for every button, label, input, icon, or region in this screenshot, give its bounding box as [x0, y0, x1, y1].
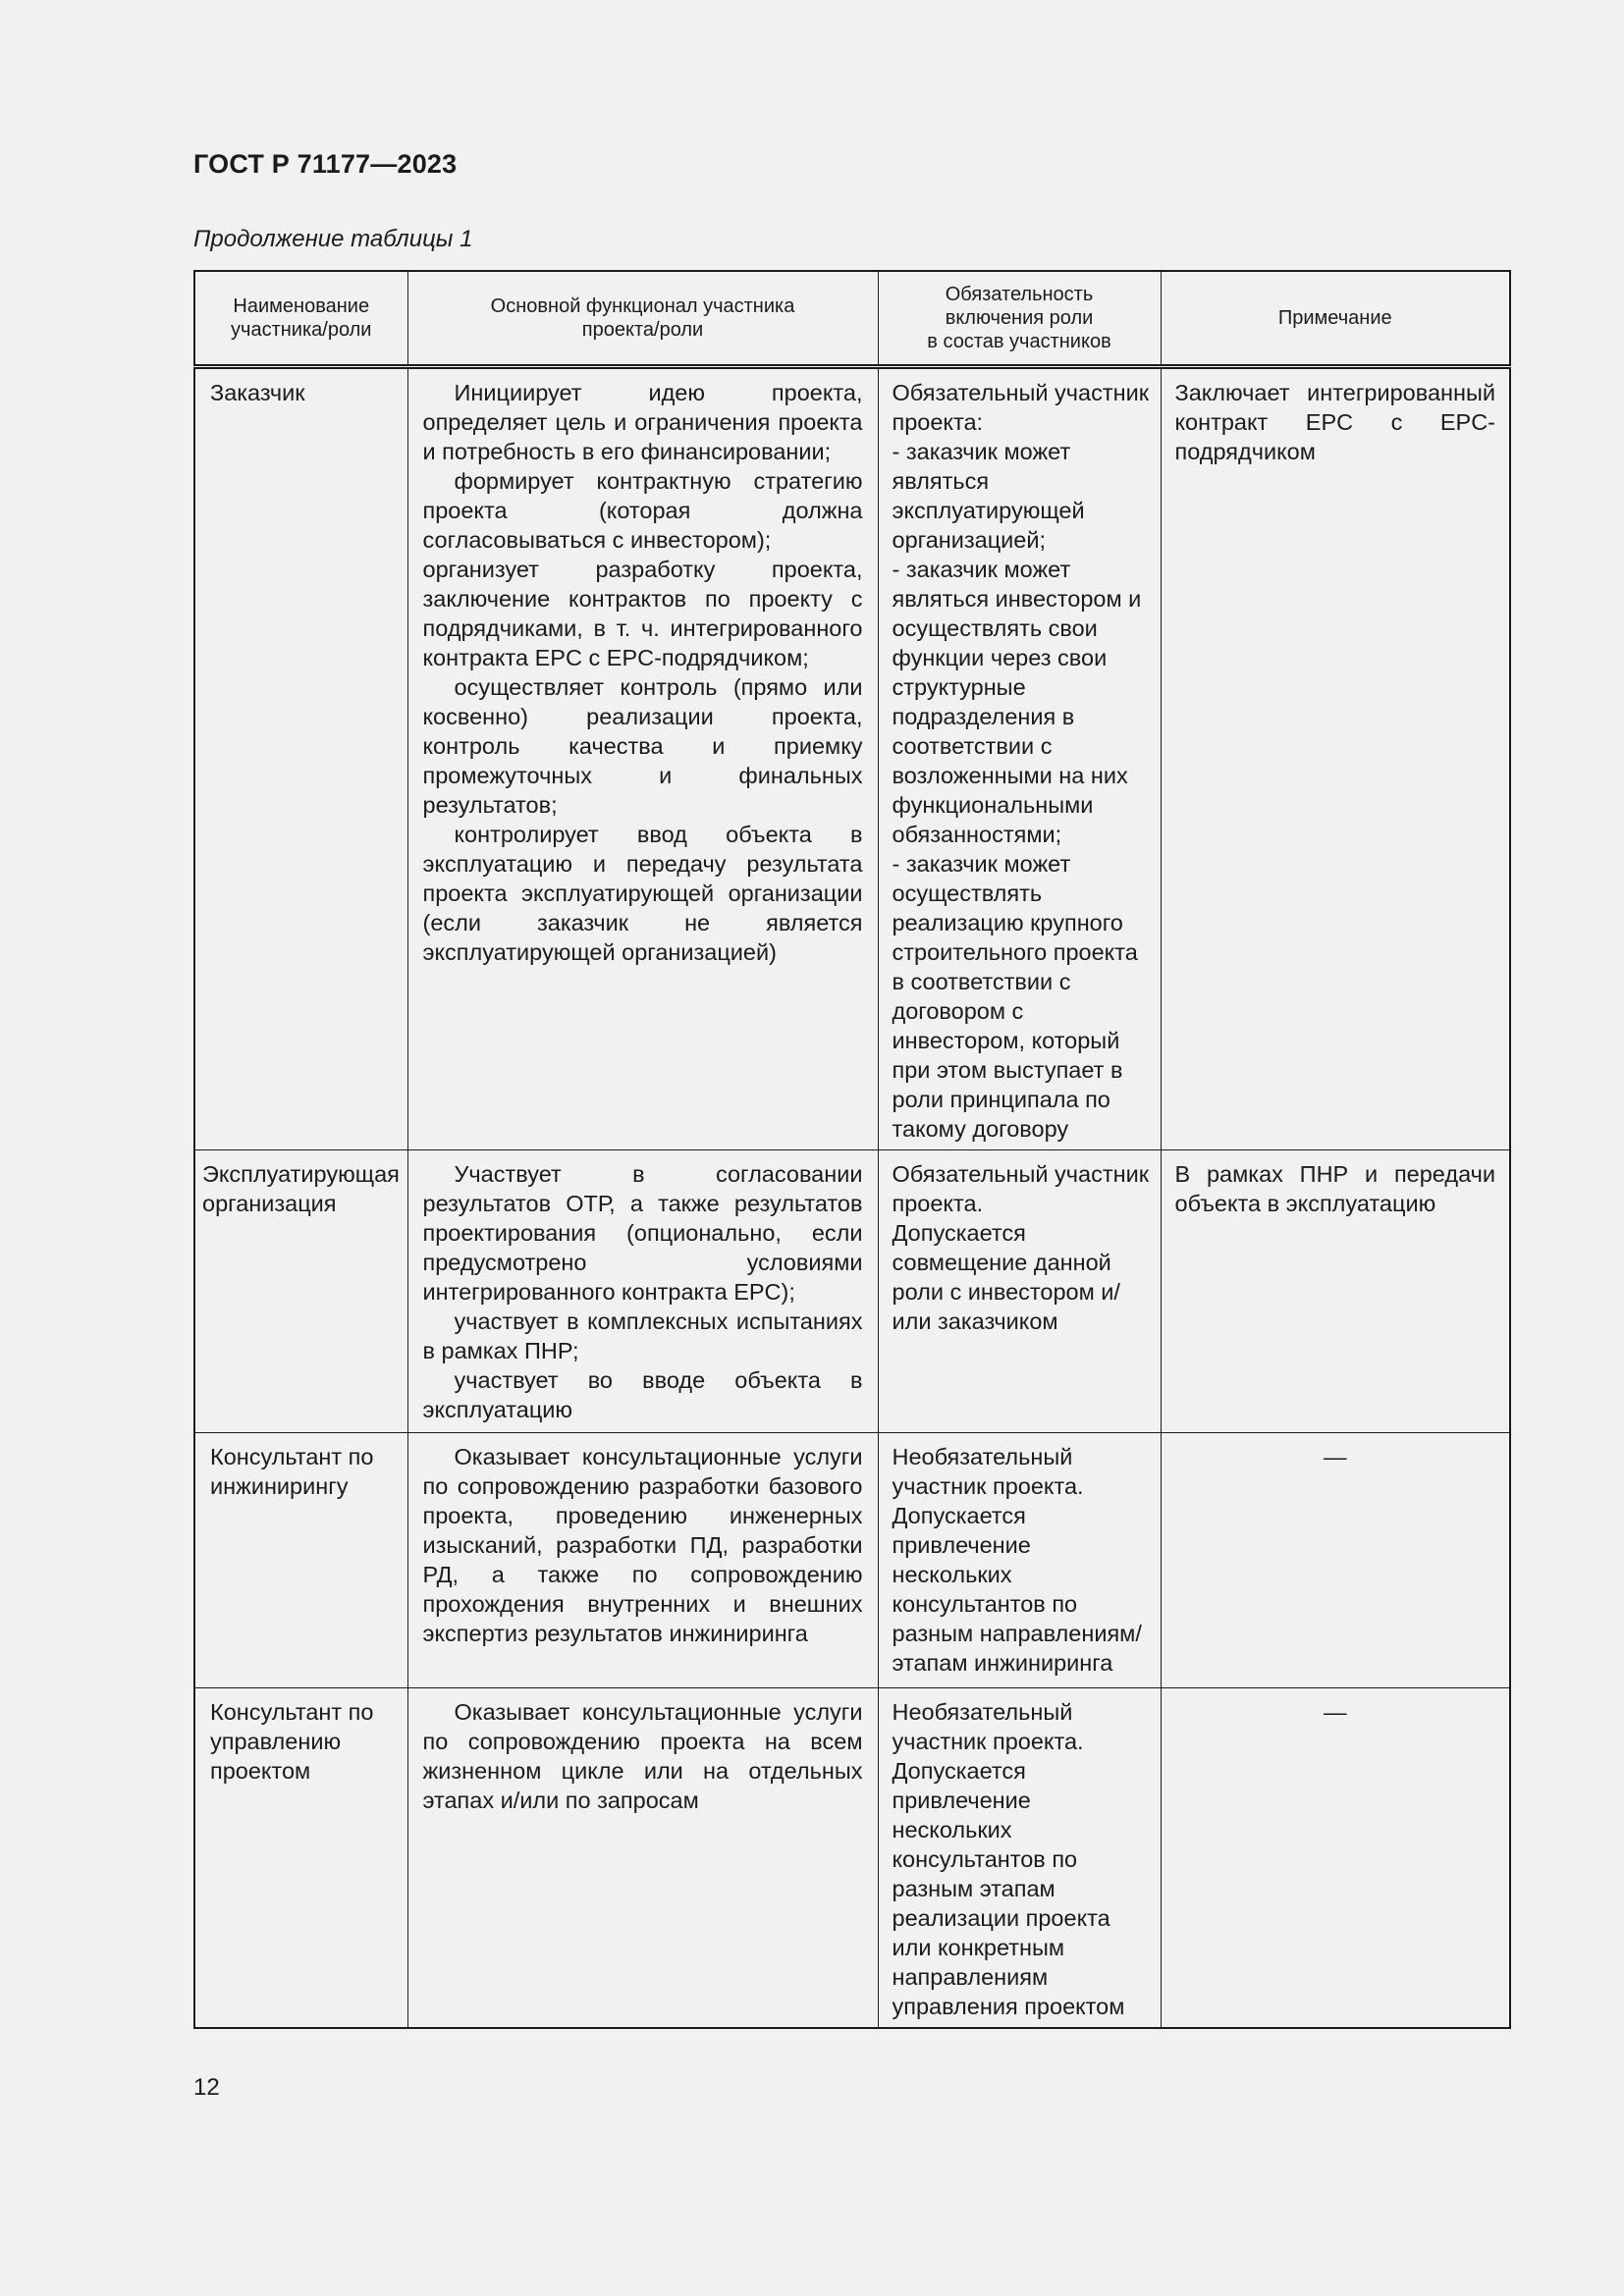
header-participant-name: Наименование участника/роли: [194, 271, 407, 367]
participant-name: Консультант по управлению проектом: [210, 1699, 374, 1784]
participant-name: Консультант по инжинирингу: [210, 1444, 374, 1499]
functions-cell: [407, 367, 878, 1150]
functions-cell: [407, 1150, 878, 1433]
requirement-cell: [878, 1433, 1161, 1688]
document-code: ГОСТ Р 71177—2023: [193, 149, 458, 179]
note-dash: —: [1324, 1699, 1347, 1725]
requirement-item: Допускается привлечение нескольких консультантов по разным этапам реализации проекта или конкретным направлениям управления проектом: [892, 1758, 1125, 2019]
table-caption: Продолжение таблицы 1: [193, 226, 473, 252]
function-item: Участвует в согласовании результатов ОТР, а также результатов проектирования (опционально, если предусмотрено условиями интегрированного контракта EPC);: [422, 1161, 863, 1305]
header-role-requirement: Обязательность включения роли в состав участников: [878, 271, 1161, 367]
header-note: Примечание: [1161, 271, 1510, 367]
functions-cell: [407, 1433, 878, 1688]
page-number: 12: [193, 2074, 220, 2101]
requirement-item: Обязательный участник проекта:: [892, 380, 1150, 435]
note-cell: [1161, 1688, 1510, 2029]
participant-name-cell: [194, 367, 407, 1150]
requirement-item: - заказчик может являться инвестором и осуществлять свои функции через свои структурные подразделения в соответствии с возложенными на них функциональными обязанностями;: [892, 557, 1142, 847]
note-text: В рамках ПНР и передачи объекта в эксплуатацию: [1174, 1161, 1495, 1216]
function-item: контролирует ввод объекта в эксплуатацию и передачу результата проекта эксплуатирующей организации (если заказчик не является эксплуатирующей организацией): [422, 822, 863, 965]
table-row: [194, 1688, 1510, 2029]
function-item: Оказывает консультационные услуги по сопровождению проекта на всем жизненном цикле или на отдельных этапах и/или по запросам: [422, 1699, 863, 1813]
requirement-cell: [878, 367, 1161, 1150]
requirement-cell: [878, 1688, 1161, 2029]
header-main-functions: Основной функционал участника проекта/роли: [407, 271, 878, 367]
function-item: формирует контрактную стратегию проекта (которая должна согласовываться с инвестором);: [422, 468, 863, 553]
requirement-item: Обязательный участник проекта.: [892, 1161, 1150, 1216]
functions-cell: [407, 1688, 878, 2029]
table-row: [194, 367, 1510, 1150]
requirement-item: Допускается привлечение нескольких консультантов по разным направлениям/ этапам инжиниринга: [892, 1503, 1142, 1676]
participant-name: Эксплуатирующая организация: [202, 1161, 400, 1216]
participant-name: Заказчик: [210, 380, 305, 405]
table-row: [194, 1433, 1510, 1688]
table-header-row: [194, 271, 1510, 367]
participant-name-cell: [194, 1150, 407, 1433]
note-dash: —: [1324, 1444, 1347, 1469]
note-cell: [1161, 367, 1510, 1150]
requirement-item: Необязательный участник проекта.: [892, 1444, 1084, 1499]
requirement-item: - заказчик может являться эксплуатирующей организацией;: [892, 439, 1085, 553]
requirement-item: Необязательный участник проекта.: [892, 1699, 1084, 1754]
participant-name-cell: [194, 1688, 407, 2029]
function-item: осуществляет контроль (прямо или косвенно) реализации проекта, контроль качества и приемку промежуточных и финальных результатов;: [422, 674, 863, 818]
requirement-item: - заказчик может осуществлять реализацию крупного строительного проекта в соответствии с договором с инвестором, который при этом выступает в роли принципала по такому договору: [892, 851, 1138, 1142]
function-item: участвует в комплексных испытаниях в рамках ПНР;: [422, 1308, 863, 1363]
function-item: организует разработку проекта, заключение контрактов по проекту с подрядчиками, в т. ч. интегрированного контракта EPC с EPC-подрядчиком;: [422, 557, 863, 670]
function-item: Оказывает консультационные услуги по сопровождению разработки базового проекта, проведению инженерных изысканий, разработки ПД, разработки РД, а также по сопровождению прохождения внутренних и внешних экспертиз результатов инжиниринга: [422, 1444, 863, 1646]
note-cell: [1161, 1433, 1510, 1688]
function-item: участвует во вводе объекта в эксплуатацию: [422, 1367, 863, 1422]
table-row: [194, 1150, 1510, 1433]
note-text: Заключает интегрированный контракт EPC с EPC-подрядчиком: [1174, 380, 1495, 464]
requirement-item: Допускается совмещение данной роли с инвестором и/или заказчиком: [892, 1220, 1120, 1334]
requirement-cell: [878, 1150, 1161, 1433]
participant-name-cell: [194, 1433, 407, 1688]
note-cell: [1161, 1150, 1510, 1433]
function-item: Инициирует идею проекта, определяет цель и ограничения проекта и потребность в его финансировании;: [422, 380, 863, 464]
participants-table: [193, 270, 1511, 2029]
